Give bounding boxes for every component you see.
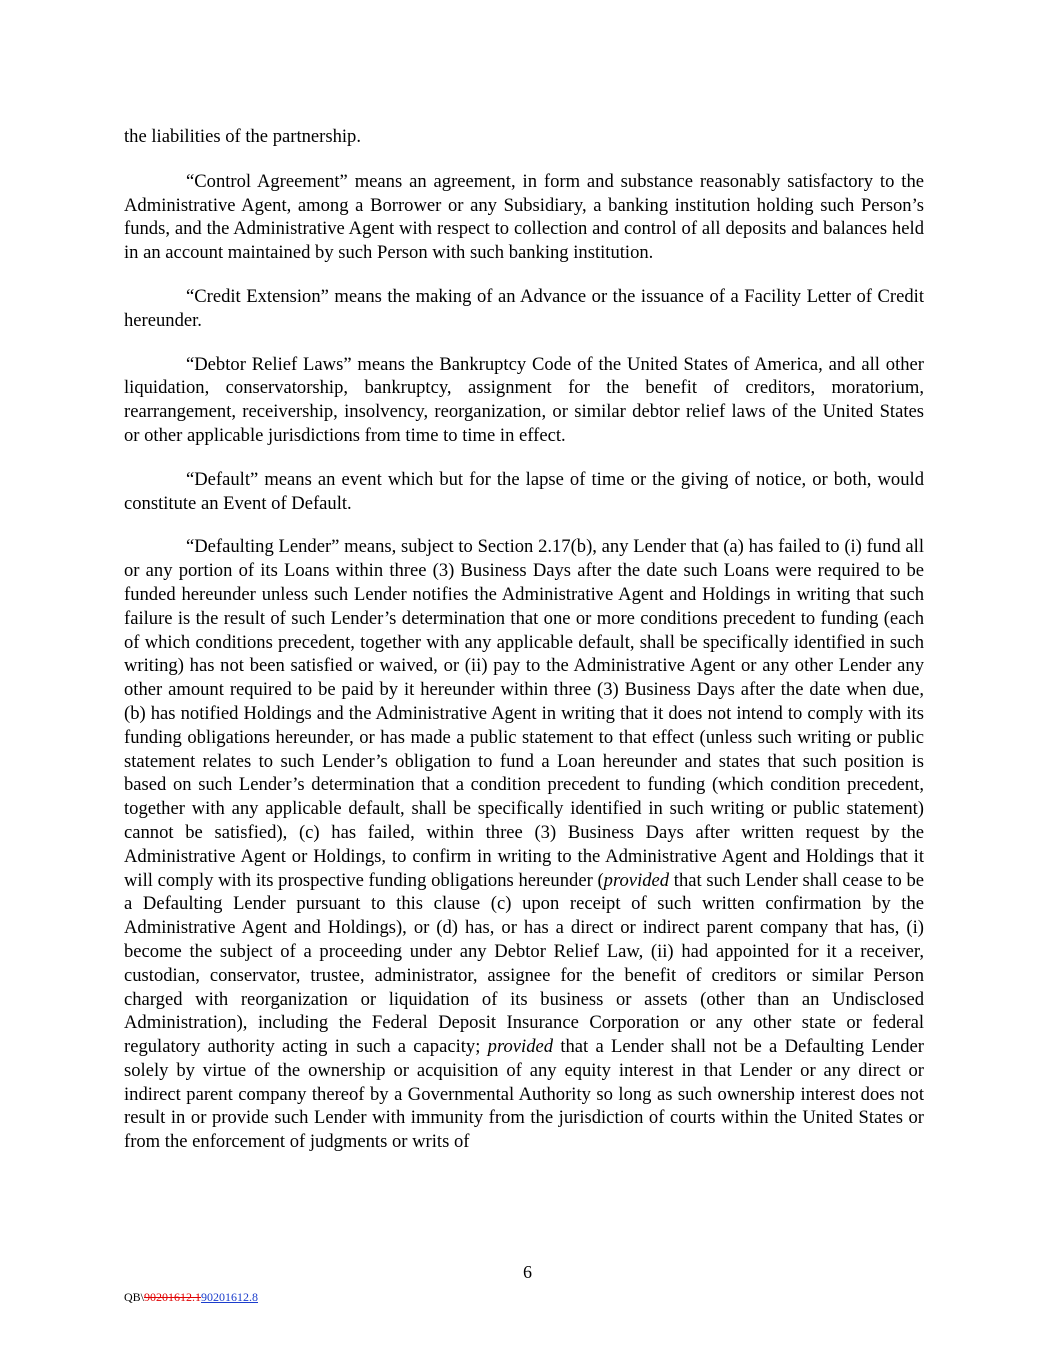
paragraph-continuation: the liabilities of the partnership. (124, 126, 362, 147)
document-id-footer (124, 1290, 258, 1304)
definition-default: “Default” means an event which but for the lapse of time or the giving of notice, or both, would constitute an Event of Default. (124, 468, 924, 514)
doc-id-deleted: 90201612.1 (144, 1290, 202, 1304)
defaulting-lender-text-2: that such Lender shall cease to be a Defaulting Lender pursuant to this clause (c) upon receipt of such written confirmation by the Administrative Agent and Holdings), or (d) has, or has a direct or indirect parent company that has, (i) become the subject of a proceeding under any Debtor Relief Law, (ii) had appointed for it a receiver, custodian, conservator, trustee, administrator, assignee for the benefit of creditors or similar Person charged with reorganization or liquidation of its business or assets (other than an Undisclosed Administration), including the Federal Deposit Insurance Corporation or any other state or federal regulatory authority acting in such a capacity; (124, 869, 925, 1058)
provided-term-2: provided (487, 1036, 554, 1058)
document-page (124, 125, 924, 1174)
defaulting-lender-text-1: “Defaulting Lender” means, subject to Section 2.17(b), any Lender that (a) has failed to (i) fund all or any portion of its Loans within three (3) Business Days after the date such Loans were required to be funded hereunder unless such Lender notifies the Administrative Agent and Holdings in writing that such failure is the result of such Lender’s determination that one or more conditions precedent to funding (each of which conditions precedent, together with any applicable default, shall be specifically identified in such writing) has not been satisfied or waived, or (ii) pay to the Administrative Agent or any other Lender any other amount required to be paid by it hereunder within three (3) Business Days after the date when due, (b) has notified Holdings and the Administrative Agent in writing that it does not intend to comply with its funding obligations hereunder, or has made a public statement to that effect (unless such writing or public statement relates to such Lender’s obligation to fund a Loan hereunder and states that such position is based on such Lender’s determination that a condition precedent to funding (which condition precedent, together with any applicable default, shall be specifically identified in such writing or public statement) cannot be satisfied), (c) has failed, within three (3) Business Days after written request by the Administrative Agent or Holdings, to confirm in writing to the Administrative Agent and Holdings that it will comply with its prospective funding obligations hereunder ( (124, 536, 924, 891)
definition-defaulting-lender (124, 535, 924, 1154)
definition-credit-extension: “Credit Extension” means the making of an Advance or the issuance of a Facility Letter of Credit hereunder. (124, 285, 924, 331)
page-number: 6 (523, 1262, 532, 1282)
definition-control-agreement: “Control Agreement” means an agreement, in form and substance reasonably satisfactory to the Administrative Agent, among a Borrower or any Subsidiary, a banking institution holding such Person’s funds, and the Administrative Agent with respect to collection and control of all deposits and balances held in an account maintained by such Person with such banking institution. (124, 170, 924, 264)
doc-id-inserted: 90201612.8 (201, 1290, 259, 1304)
doc-id-prefix: QB\ (124, 1290, 145, 1304)
definition-debtor-relief-laws: “Debtor Relief Laws” means the Bankruptcy Code of the United States of America, and all other liquidation, conservatorship, bankruptcy, assignment for the benefit of creditors, moratorium, rearrangement, receivership, insolvency, reorganization, or similar debtor relief laws of the United States or other applicable jurisdictions from time to time in effect. (124, 353, 924, 446)
defaulting-lender-text-3: that a Lender shall not be a Defaulting Lender solely by virtue of the ownership or acquisition of any equity interest in that Lender or any direct or indirect parent company thereof by a Governmental Authority so long as such ownership interest does not result in or provide such Lender with immunity from the jurisdiction of courts within the United States or from the enforcement of judgments or writs of (124, 1036, 924, 1153)
provided-term-1: provided (603, 869, 670, 891)
